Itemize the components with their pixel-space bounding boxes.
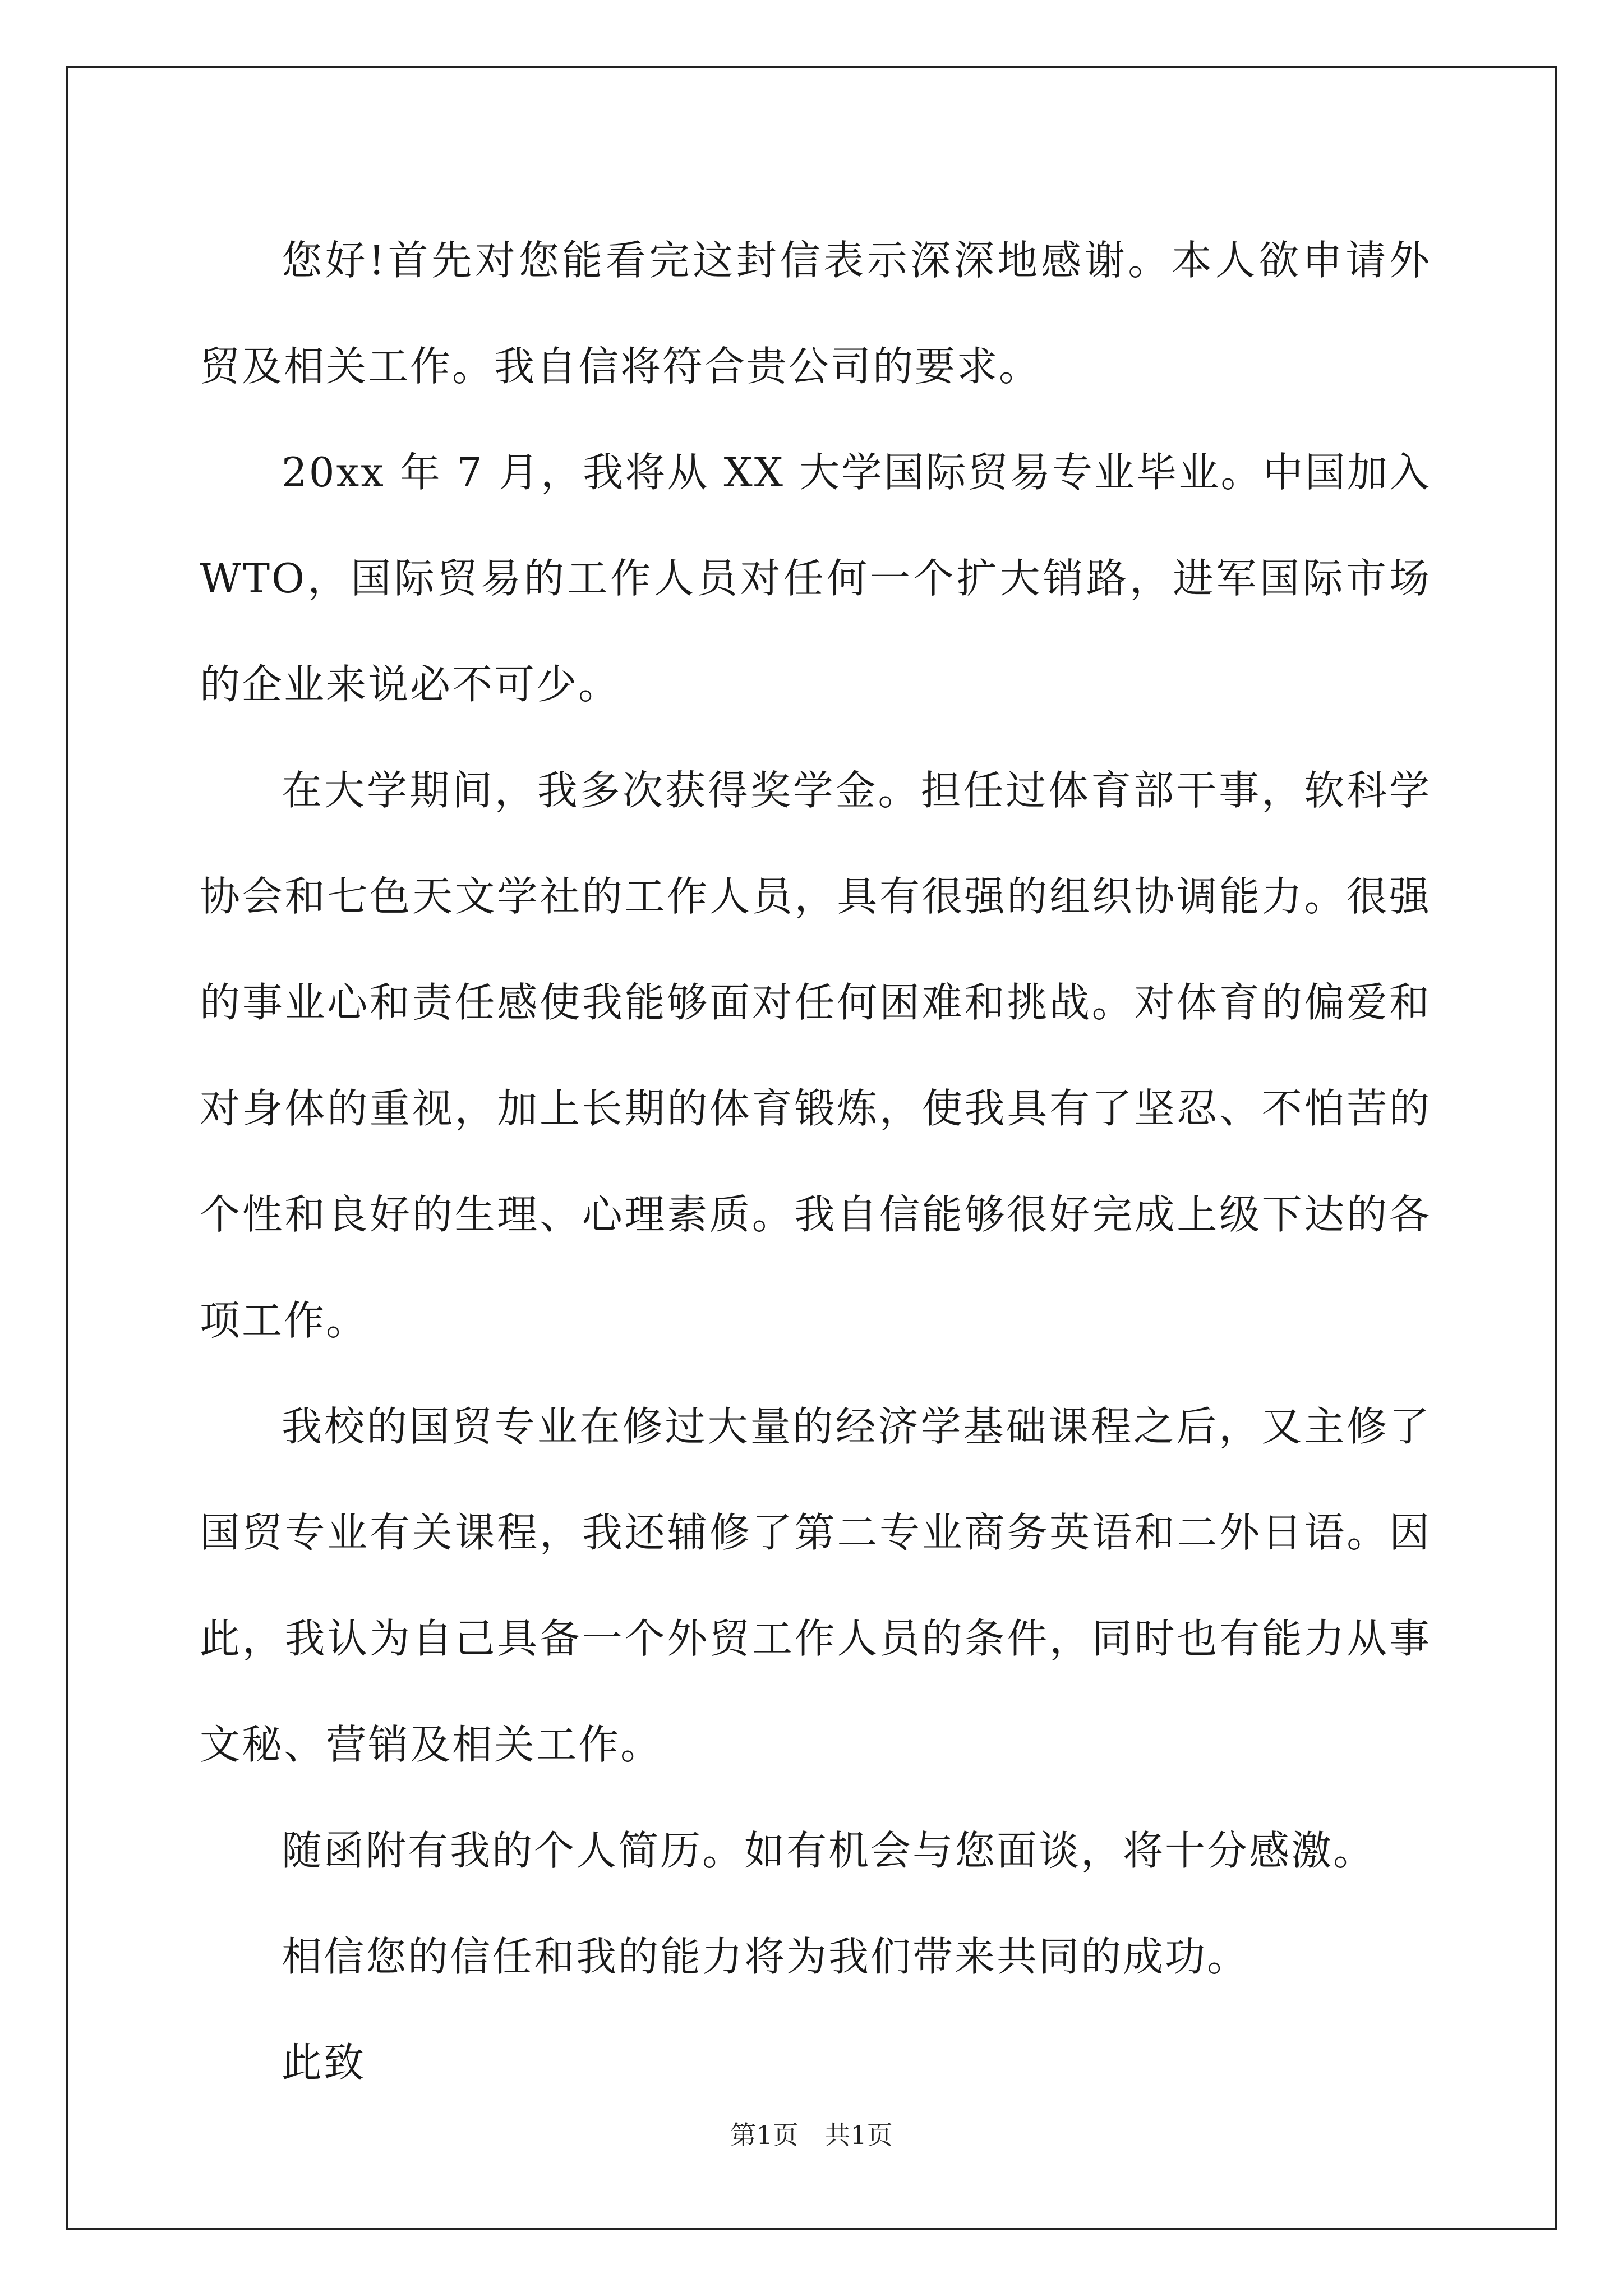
page-footer <box>0 2118 1623 2152</box>
paragraph-salutation: 此致 <box>282 2039 366 2086</box>
document-body <box>200 208 1431 2116</box>
paragraph-graduation: 20xx 年 7 月，我将从 XX 大学国际贸易专业毕业。中国加入 WTO，国际贸易的工作人员对任何一个扩大销路，进军国际市场的企业来说必不可少。 <box>200 449 1431 708</box>
paragraph-closing-wish: 相信您的信任和我的能力将为我们带来共同的成功。 <box>282 1933 1249 1980</box>
paragraph-resume-attached: 随函附有我的个人简历。如有机会与您面谈，将十分感激。 <box>282 1827 1376 1874</box>
paragraph-courses: 我校的国贸专业在修过大量的经济学基础课程之后，又主修了国贸专业有关课程，我还辅修了第二专业商务英语和二外日语。因此，我认为自己具备一个外贸工作人员的条件，同时也有能力从事文秘、营销及相关工作。 <box>200 1403 1431 1768</box>
page-number-current: 第1页 <box>730 2120 799 2150</box>
paragraph-greeting: 您好!首先对您能看完这封信表示深深地感谢。本人欲申请外贸及相关工作。我自信将符合贵公司的要求。 <box>200 237 1431 390</box>
page-number-total: 共1页 <box>824 2120 893 2150</box>
paragraph-university-experience: 在大学期间，我多次获得奖学金。担任过体育部干事，软科学协会和七色天文学社的工作人员，具有很强的组织协调能力。很强的事业心和责任感使我能够面对任何困难和挑战。对体育的偏爱和对身体的重视，加上长期的体育锻炼，使我具有了坚忍、不怕苦的个性和良好的生理、心理素质。我自信能够很好完成上级下达的各项工作。 <box>200 767 1431 1344</box>
